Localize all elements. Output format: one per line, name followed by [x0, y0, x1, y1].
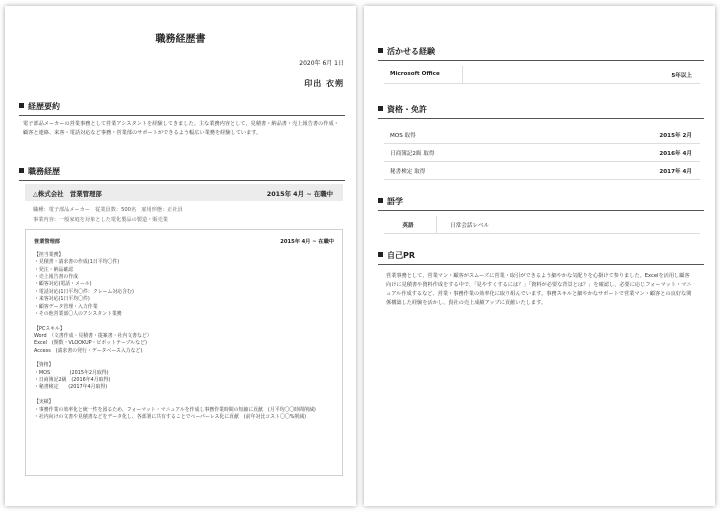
table-row [384, 216, 700, 234]
language-name: 英語 [402, 223, 414, 229]
company-bar [25, 184, 343, 201]
company-info-line: 職種：電子部品メーカー 従業員数：500名 雇用形態：正社員 [33, 207, 183, 213]
job-detail-box [25, 229, 343, 476]
language-heading: 語学 [378, 196, 704, 211]
company-info-line: 事業内容：一般家庭を対象とした電化製品の製造・販売業 [33, 216, 168, 223]
qual-date: 2015年 2月 [659, 133, 692, 139]
company-period: 2015年 4月 ~ 在職中 [266, 190, 333, 198]
quals-table [384, 126, 700, 180]
qual-date: 2016年 4月 [659, 151, 692, 157]
document-title: 職務経歴書 [155, 34, 206, 45]
language-table [384, 216, 700, 234]
dept-period: 2015年 4月 ~ 在職中 [280, 239, 334, 245]
right-page [364, 6, 715, 506]
skill-value: 5年以上 [671, 73, 692, 79]
cell-divider [436, 216, 437, 233]
job-details: 【担当業務】 ・見積書・請求書の作成(1日平均〇件) ・発注・納品確認 ・売上報告書の作成 ・顧客対応(電話・メール) ・電話対応(1日平均〇件：クレーム対応含む) ・来客対応(1日平均〇件) ・顧客データ管理・入力作業 ・その他営業部〇人のアシスタント業務 【PCスキル】 Word （文書作成・見積書・提案書・社内文書など） Excel (関数・VLOOKUP・ピボットテーブルなど) Access (請求書の発行・データベース入力など) 【資格】 ・MOS (2015年2月取得) ・日商簿記2級 (2016年4月取得) ・秘書検定 (2017年4月取得) 【実績】 ・事務作業の効率化と統一性を図るため、フォーマット・マニュアルを作成し事務作業時間の短縮に貢献 (月平均〇〇時間削減) ・社内向けの文書や見積書などをデータ化し、各部署に共有することでペーパーレス化に貢献 (前年対比コスト〇〇%削減) [34, 252, 316, 420]
square-bullet-icon [378, 48, 383, 53]
job-head [34, 238, 334, 245]
skills-heading: 活かせる経験 [378, 46, 704, 61]
square-bullet-icon [378, 198, 383, 203]
table-row [384, 144, 700, 162]
skills-table [384, 66, 700, 84]
company-info [33, 206, 183, 226]
square-bullet-icon [19, 103, 24, 108]
table-row [384, 66, 700, 84]
quals-heading: 資格・免許 [378, 104, 704, 119]
square-bullet-icon [19, 168, 24, 173]
document-date: 2020年 6月 1日 [299, 60, 344, 67]
skill-name: Microsoft Office [390, 71, 440, 77]
company-name: △株式会社 営業管理部 [33, 190, 102, 198]
cell-divider [462, 66, 463, 83]
qual-date: 2017年 4月 [659, 169, 692, 175]
pr-text: 営業事務として、営業マン・顧客がスムーズに営業・取引ができるよう細やかな気配りを心掛けて参りました。Excelを活用し顧客向けに見積書や資料作成をする中で、「見やすくするには？」「資料が必要な背景とは？」を確認し、必要に応じフォーマット・マニュアル作成するなど、営業・事務作業の効率化に取り組んでいます。事務スキルと細やかなサポートで営業マン・顧客との良好な関係構築した経験を活かし、貴社の売上成績アップに貢献いたします。 [386, 273, 692, 307]
square-bullet-icon [378, 252, 383, 257]
pr-heading: 自己PR [378, 250, 704, 265]
left-page [5, 6, 356, 506]
qual-name: 日商簿記2級 取得 [390, 151, 435, 157]
qual-name: MOS 取得 [390, 133, 416, 139]
summary-heading: 経歴要約 [19, 101, 345, 116]
qual-name: 秘書検定 取得 [390, 169, 426, 175]
dept-name: 営業管理部 [34, 239, 60, 245]
table-row [384, 126, 700, 144]
career-heading: 職務経歴 [19, 166, 345, 181]
summary-text: 電子部品メーカーの営業事務として営業アシスタントを経験してきました。主な業務内容として、見積書・納品書・売上報告書の作成・顧客と連絡、来客・電話対応など事務・営業部のサポートができるよう幅広い業務を経験しています。 [23, 121, 339, 137]
applicant-name: 印出 衣朔 [304, 79, 344, 88]
square-bullet-icon [378, 106, 383, 111]
language-level: 日常会話レベル [450, 223, 490, 229]
table-row [384, 162, 700, 180]
